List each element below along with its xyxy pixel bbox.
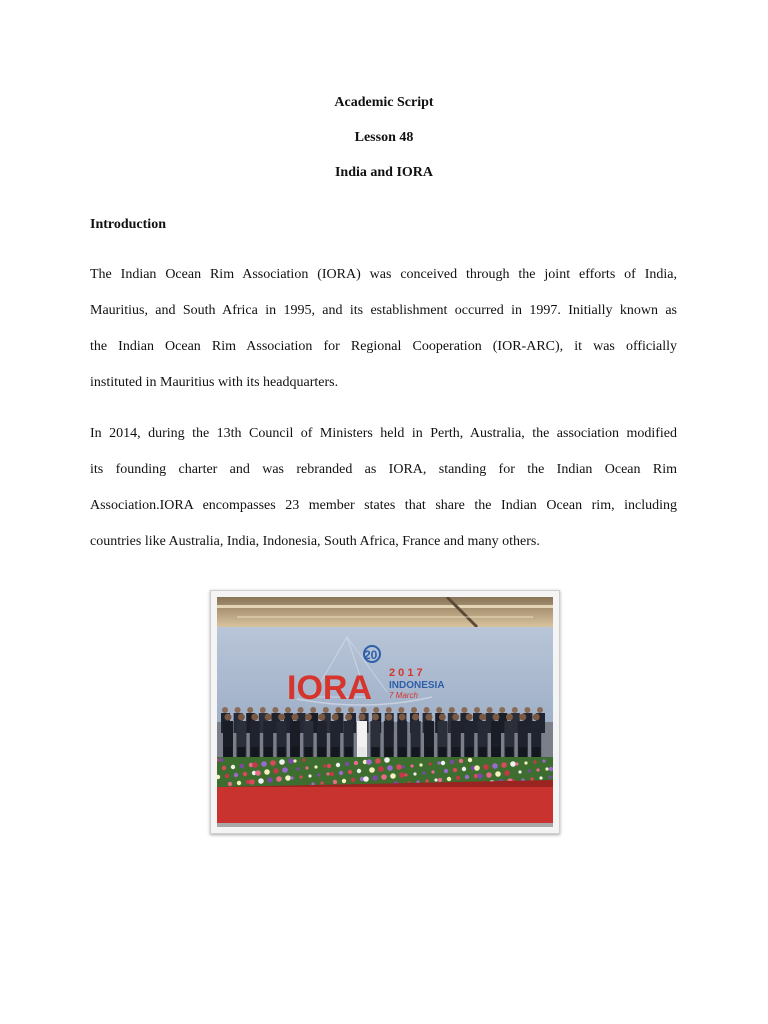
paragraph-2: [90, 416, 677, 560]
summit-photo: [210, 590, 560, 834]
lesson-number: Lesson 48: [354, 130, 414, 145]
paragraph-line: countries like Australia, India, Indonesia, South Africa, France and many others.: [90, 534, 540, 549]
section-heading: Introduction: [90, 217, 166, 232]
red-carpet: [217, 787, 553, 827]
paragraph-line: the Indian Ocean Rim Association for Regional Cooperation (IOR-ARC), it was officially: [90, 339, 677, 354]
paragraph-line: The Indian Ocean Rim Association (IORA) was conceived through the joint efforts of India,: [90, 267, 677, 282]
document-label: Academic Script: [334, 95, 434, 110]
paragraph-line: instituted in Mauritius with its headquarters.: [90, 375, 339, 390]
paragraph-line: Mauritius, and South Africa in 1995, and its establishment occurred in 1997. Initially known as: [90, 303, 677, 318]
paragraph-line: In 2014, during the 13th Council of Ministers held in Perth, Australia, the association modified: [90, 426, 677, 441]
ceiling: [217, 597, 553, 627]
summit-photo-image: [217, 597, 553, 827]
paragraph-line: Association.IORA encompasses 23 member states that share the Indian Ocean rim, including: [90, 498, 677, 513]
lesson-title: India and IORA: [334, 165, 434, 180]
banner-logo: IORA: [287, 669, 372, 707]
paragraph-line: its founding charter and was rebranded as IORA, standing for the Indian Ocean Rim: [90, 462, 677, 477]
banner-country: INDONESIA: [389, 680, 445, 691]
paragraph-1: [90, 257, 677, 401]
banner-anniversary: 20: [364, 648, 378, 662]
banner-year: 2 0 1 7: [389, 667, 423, 679]
banner-date: 7 March: [389, 691, 418, 700]
